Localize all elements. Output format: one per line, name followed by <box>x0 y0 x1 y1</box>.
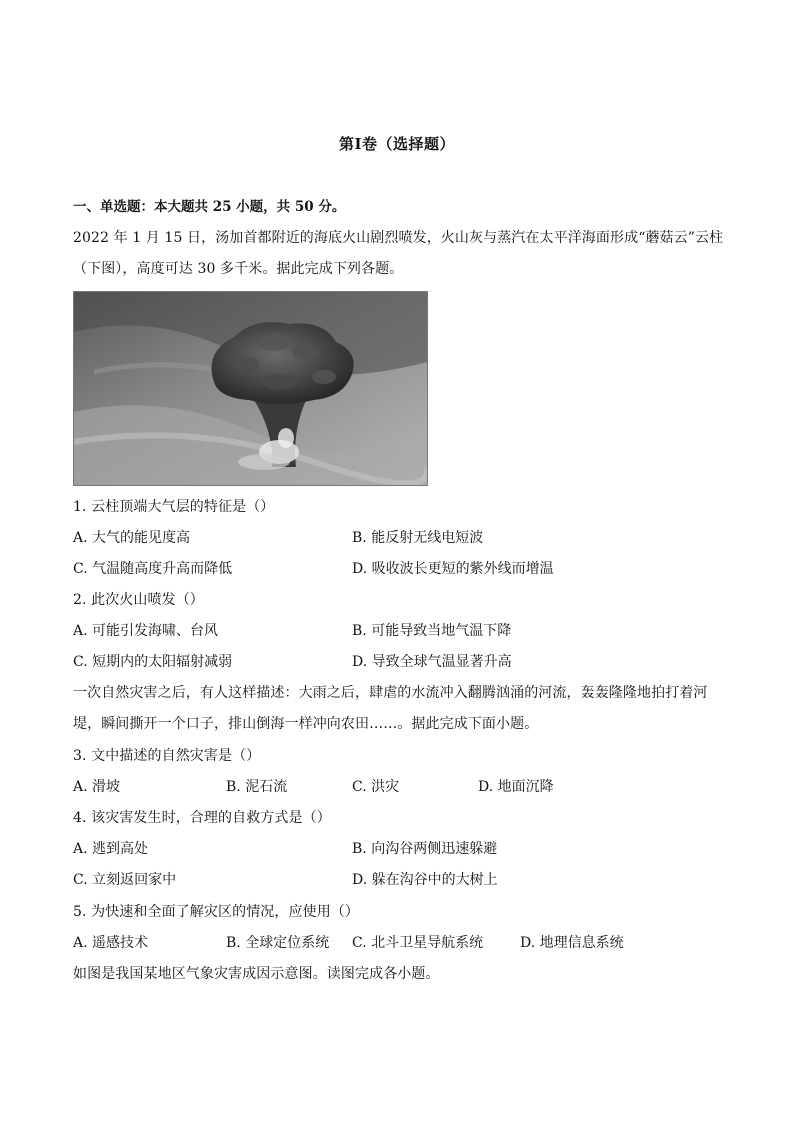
q1-option-b[interactable]: B. 能反射无线电短波 <box>352 530 484 546</box>
q5-option-d[interactable]: D. 地理信息系统 <box>520 935 624 951</box>
q3-stem: 3. 文中描述的自然灾害是（） <box>73 748 261 764</box>
volcano-mushroom-cloud-photo <box>73 291 428 486</box>
passage3-line1: 如图是我国某地区气象灾害成因示意图。读图完成各小题。 <box>73 966 440 982</box>
q1-stem: 1. 云柱顶端大气层的特征是（） <box>73 499 275 515</box>
q3-option-d[interactable]: D. 地面沉降 <box>478 779 554 795</box>
q5-option-b[interactable]: B. 全球定位系统 <box>226 935 330 951</box>
q4-option-a[interactable]: A. 逃到高处 <box>73 841 149 857</box>
passage1-line2: （下图），高度可达 30 多千米。据此完成下列各题。 <box>73 261 404 277</box>
q3-option-c[interactable]: C. 洪灾 <box>352 779 400 795</box>
q1-option-d[interactable]: D. 吸收波长更短的紫外线而增温 <box>352 561 554 577</box>
section-heading: 一、单选题：本大题共 25 小题，共 50 分。 <box>73 199 346 215</box>
passage1-line1: 2022 年 1 月 15 日，汤加首都附近的海底火山剧烈喷发，火山灰与蒸汽在太平洋海面形成“蘑菇云”云柱 <box>73 230 724 246</box>
page-title: 第Ⅰ卷（选择题） <box>338 135 456 153</box>
q2-option-d[interactable]: D. 导致全球气温显著升高 <box>352 654 512 670</box>
q3-option-b[interactable]: B. 泥石流 <box>226 779 288 795</box>
q5-stem: 5. 为快速和全面了解灾区的情况，应使用（） <box>73 904 360 920</box>
q3-option-a[interactable]: A. 滑坡 <box>73 779 121 795</box>
passage2-line2: 堤，瞬间撕开一个口子，排山倒海一样冲向农田……。据此完成下面小题。 <box>73 716 539 732</box>
q4-stem: 4. 该灾害发生时，合理的自救方式是（） <box>73 810 331 826</box>
q2-option-a[interactable]: A. 可能引发海啸、台风 <box>73 623 219 639</box>
q5-option-a[interactable]: A. 遥感技术 <box>73 935 149 951</box>
q1-option-c[interactable]: C. 气温随高度升高而降低 <box>73 561 233 577</box>
q2-stem: 2. 此次火山喷发（） <box>73 592 204 608</box>
passage2-line1: 一次自然灾害之后，有人这样描述：大雨之后，肆虐的水流冲入翻腾汹涌的河流，轰轰隆隆地拍打着河 <box>73 685 708 701</box>
q4-option-c[interactable]: C. 立刻返回家中 <box>73 872 177 888</box>
q2-option-b[interactable]: B. 可能导致当地气温下降 <box>352 623 512 639</box>
q5-option-c[interactable]: C. 北斗卫星导航系统 <box>352 935 484 951</box>
q1-option-a[interactable]: A. 大气的能见度高 <box>73 530 191 546</box>
q4-option-d[interactable]: D. 躲在沟谷中的大树上 <box>352 872 498 888</box>
q2-option-c[interactable]: C. 短期内的太阳辐射减弱 <box>73 654 233 670</box>
q4-option-b[interactable]: B. 向沟谷两侧迅速躲避 <box>352 841 498 857</box>
